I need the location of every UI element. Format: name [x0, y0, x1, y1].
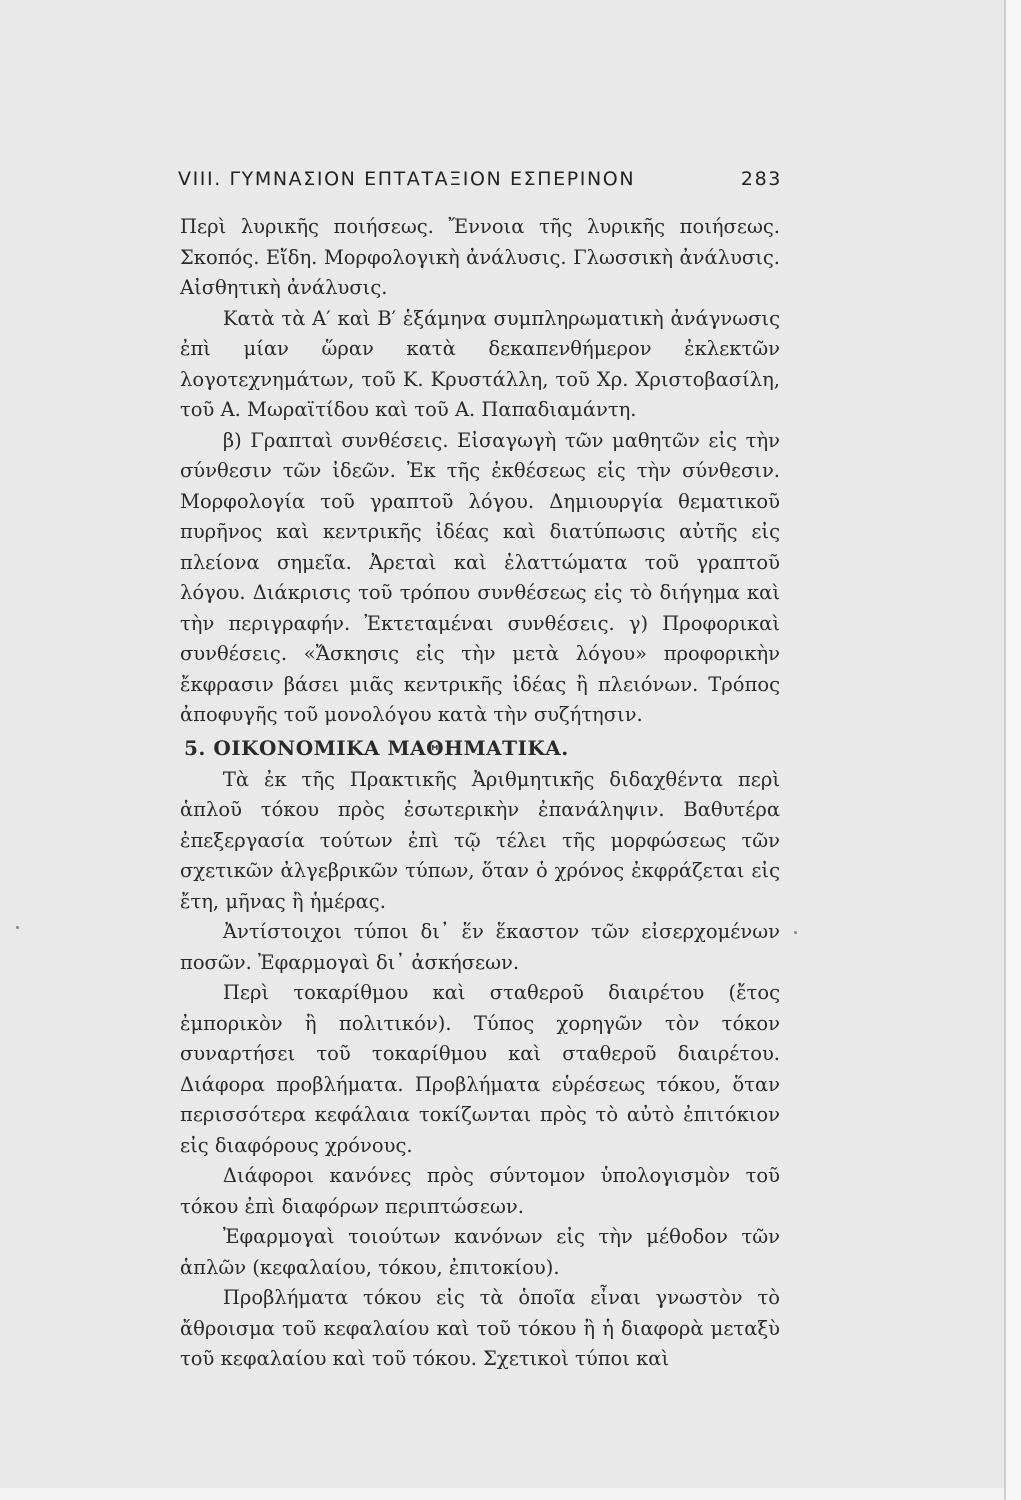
paragraph-interest-number: Περὶ τοκαρίθμου καὶ σταθεροῦ διαιρέτου (ἔτος ἐμπορικὸν ἢ πολιτικόν). Τύπος χορηγῶν τὸν τόκον συναρτήσει τοῦ τοκαρίθμου καὶ σταθεροῦ διαιρέτου. Διάφορα προβλήματα. Προβλήματα εὑρέσεως τόκου, ὅταν περισσότερα κεφάλαια τοκίζωνται πρὸς τὸ αὐτὸ ἐπιτόκιον εἰς διαφόρους χρόνους. — [180, 981, 780, 1157]
header-title: VIII. ΓΥΜΝΑΣΙΟΝ ΕΠΤΑΤΑΞΙΟΝ ΕΣΠΕΡΙΝΟΝ — [178, 168, 636, 190]
paragraph-lyric-poetry: Περὶ λυρικῆς ποιήσεως. Ἔννοια τῆς λυρικῆς ποιήσεως. Σκοπός. Εἴδη. Μορφολογικὴ ἀνάλυσις. Γλωσσικὴ ἀνάλυσις. Αἰσθητικὴ ἀνάλυσις. — [180, 215, 780, 299]
section-title: 5. ΟΙΚΟΝΟΜΙΚΑ ΜΑΘΗΜΑΤΙΚΑ. — [184, 735, 569, 760]
body-text — [180, 212, 780, 1375]
paragraph-applications: Ἐφαρμογαὶ τοιούτων κανόνων εἰς τὴν μέθοδον τῶν ἁπλῶν (κεφαλαίου, τόκου, ἐπιτοκίου). — [180, 1225, 780, 1279]
page-edge-bottom — [0, 1488, 1004, 1500]
paragraph-written-compositions: β) Γραπταὶ συνθέσεις. Εἰσαγωγὴ τῶν μαθητῶν εἰς τὴν σύνθεσιν τῶν ἰδεῶν. Ἐκ τῆς ἐκθέσεως εἰς τὴν σύνθεσιν. Μορφολογία τοῦ γραπτοῦ λόγου. Δημιουργία θεματικοῦ πυρῆνος καὶ κεντρικῆς ἰδέας καὶ διατύπωσις αὐτῆς εἰς πλείονα σημεῖα. Ἀρεταὶ καὶ ἐλαττώματα τοῦ γραπτοῦ λόγου. Διάκρισις τοῦ τρόπου συνθέσεως εἰς τὸ διήγημα καὶ τὴν περιγραφήν. Ἐκτεταμέναι συνθέσεις. γ) Προφορικαὶ συνθέσεις. «Ἄσκησις εἰς τὴν μετὰ λόγου» προφορικὴν ἔκφρασιν βάσει μιᾶς κεντρικῆς ἰδέας ἢ πλειόνων. Τρόπος ἀποφυγῆς τοῦ μονολόγου κατὰ τὴν συζήτησιν. — [180, 428, 780, 726]
paragraph-corresponding-formulas: Ἀντίστοιχοι τύποι δι᾽ ἕν ἕκαστον τῶν εἰσερχομένων ποσῶν. Ἐφαρμογαὶ δι᾽ ἀσκήσεων. — [180, 920, 780, 974]
paragraph-interest-problems: Προβλήματα τόκου εἰς τὰ ὁποῖα εἶναι γνωστὸν τὸ ἄθροισμα τοῦ κεφαλαίου καὶ τοῦ τόκου ἢ ἡ διαφορὰ μεταξὺ τοῦ κεφαλαίου καὶ τοῦ τόκου. Σχετικοὶ τύποι καὶ — [180, 1286, 780, 1370]
page-edge-right — [1004, 0, 1021, 1500]
paragraph-simple-interest: Τὰ ἐκ τῆς Πρακτικῆς Ἀριθμητικῆς διδαχθέντα περὶ ἁπλοῦ τόκου πρὸς ἐσωτερικὴν ἐπανάληψιν. Βαθυτέρα ἐπεξεργασία τούτων ἐπὶ τῷ τέλει τῆς μορφώσεως τῶν σχετικῶν ἀλγεβρικῶν τύπων, ὅταν ὁ χρόνος ἐκφράζεται εἰς ἔτη, μῆνας ἢ ἡμέρας. — [180, 767, 780, 913]
scan-speck — [16, 926, 19, 929]
page-number: 283 — [740, 168, 782, 190]
paragraph-various-rules: Διάφοροι κανόνες πρὸς σύντομον ὑπολογισμὸν τοῦ τόκου ἐπὶ διαφόρων περιπτώσεων. — [180, 1164, 780, 1218]
paragraph-supplementary-reading: Κατὰ τὰ Α′ καὶ Β′ ἑξάμηνα συμπληρωματικὴ ἀνάγνωσις ἐπὶ μίαν ὥραν κατὰ δεκαπενθήμερον ἐκλεκτῶν λογοτεχνημάτων, τοῦ Κ. Κρυστάλλη, τοῦ Χρ. Χριστοβασίλη, τοῦ Α. Μωραϊτίδου καὶ τοῦ Α. Παπαδιαμάντη. — [180, 306, 780, 421]
scan-speck — [794, 931, 797, 934]
running-header — [178, 166, 782, 192]
